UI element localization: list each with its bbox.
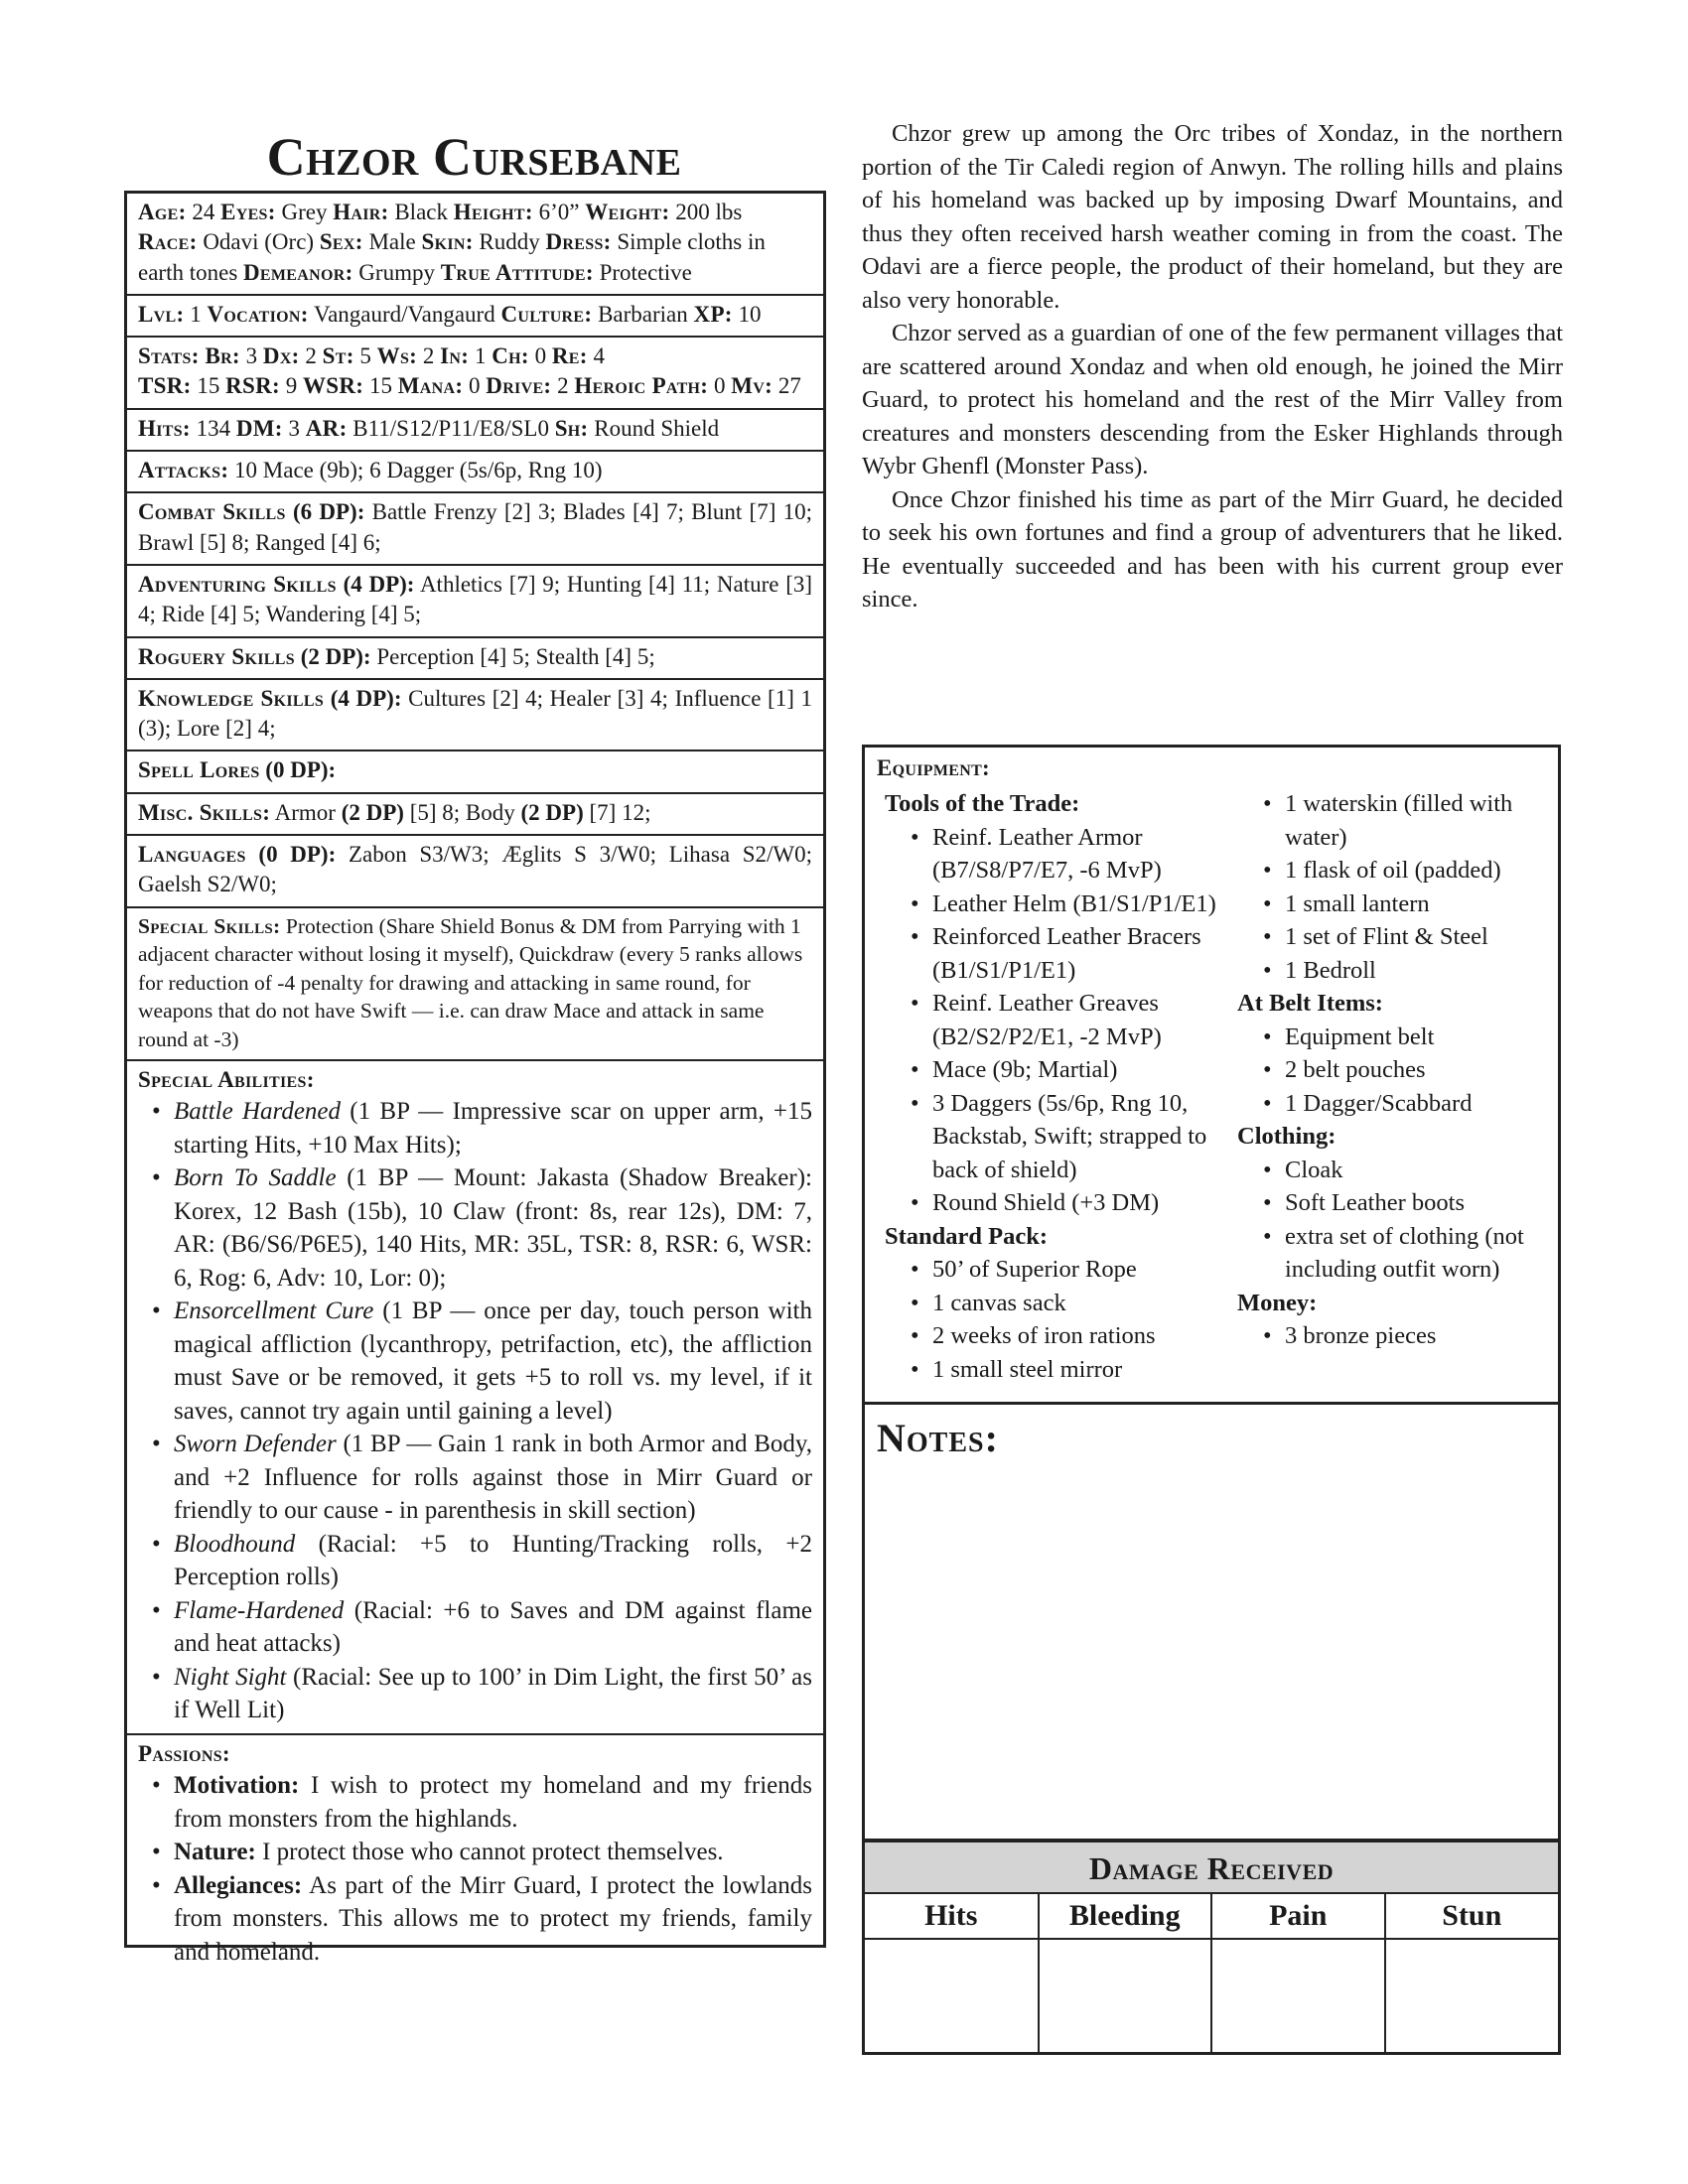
vocation-label: Vocation: [207,301,309,327]
demeanor-value: Grumpy [358,259,435,285]
tsr-value: 15 [197,373,220,399]
damage-hits-cell[interactable] [865,1939,1039,2055]
notes-heading: Notes: [877,1416,999,1460]
race-value: Odavi (Orc) [203,229,315,255]
armor-skill-dp: (2 DP) [341,799,404,825]
xp-label: XP: [693,301,733,327]
damage-column-stun: Stun [1385,1894,1559,1939]
dm-value: 3 [288,415,300,441]
roguery-skills-label: Roguery Skills [138,643,295,669]
equipment-column-right [1237,787,1555,1353]
passions-section [127,1735,823,1975]
ch-label: Ch: [492,343,529,369]
demeanor-label: Demeanor: [243,259,353,285]
passion-item: • Motivation: I wish to protect my homeland and my friends from monsters from the highlands. [138,1769,812,1836]
xp-value: 10 [738,301,762,327]
damage-column-hits: Hits [865,1894,1039,1939]
adventuring-skills-value: Athletics [7] 9; Hunting [4] 11; Nature [3] 4; Ride [4] 5; Wandering [4] 5; [138,571,813,627]
dress-label: Dress: [545,229,612,255]
ability-item: • Flame-Hardened (Racial: +6 to Saves and DM against flame and heat attacks) [138,1594,812,1661]
hair-label: Hair: [333,200,389,224]
combat-skills-value: Battle Frenzy [2] 3; Blades [4] 7; Blunt [7] 10; Brawl [5] 8; Ranged [4] 6; [138,499,812,555]
attacks-value: 10 Mace (9b); 6 Dagger (5s/6p, Rng 10) [234,458,603,483]
equipment-item: • Reinf. Leather Greaves (B2/S2/P2/E1, -2 MvP) [885,987,1227,1053]
skin-label: Skin: [421,229,474,255]
mana-label: Mana: [397,373,464,399]
true-attitude-value: Protective [599,259,692,285]
damage-table [865,1894,1558,2055]
ability-item: • Born To Saddle (1 BP — Mount: Jakasta (Shadow Breaker): Korex, 12 Bash (15b), 10 Claw (front: 8s, rear 12s), DM: 7, AR: (B6/S6/P6E5), 140 Hits, MR: 35L, TSR: 8, RSR: 6, WSR: 6, Rog: 6, Adv: 10, Lor: 0); [138,1161,812,1295]
equipment-item: • 50’ of Superior Rope [885,1253,1227,1287]
damage-received-title: Damage Received [865,1843,1558,1894]
equipment-item: • 3 bronze pieces [1237,1319,1555,1353]
sex-value: Male [368,229,416,255]
knowledge-skills-dp: (4 DP): [330,685,402,711]
ws-label: Ws: [376,343,418,369]
passions-label: Passions: [138,1740,230,1766]
equipment-item: • 1 canvas sack [885,1287,1227,1320]
equipment-heading: Equipment: [877,755,990,780]
rsr-label: RSR: [225,373,280,399]
ability-item: • Night Sight (Racial: See up to 100’ in Dim Light, the first 50’ as if Well Lit) [138,1661,812,1727]
dx-label: Dx: [262,343,300,369]
passion-item: • Nature: I protect those who cannot protect themselves. [138,1836,812,1869]
vocation-value: Vangaurd/Vangaurd [314,301,495,327]
notes-box[interactable] [862,1405,1561,1842]
drive-value: 2 [557,373,569,399]
stats-label: Stats: [138,343,200,369]
basics-section [127,194,823,296]
lvl-label: Lvl: [138,301,185,327]
roguery-skills-dp: (2 DP): [300,643,371,669]
spell-lores-dp: (0 DP): [265,757,337,783]
equipment-item: • 3 Daggers (5s/6p, Rng 10, Backstab, Swift; strapped to back of shield) [885,1087,1227,1187]
culture-label: Culture: [500,301,593,327]
dx-value: 2 [305,343,317,369]
background-paragraph: Once Chzor finished his time as part of the Mirr Guard, he decided to seek his own fortunes and find a group of adventurers that he liked. He eventually succeeded and has been with his current group ever since. [862,485,1563,613]
equipment-item: • Mace (9b; Martial) [885,1053,1227,1087]
equipment-column-left [885,787,1227,1386]
clothing-label: Clothing: [1237,1123,1336,1150]
equipment-item: • 1 small lantern [1237,887,1555,921]
mana-value: 0 [469,373,481,399]
ch-value: 0 [534,343,547,369]
equipment-item: • Round Shield (+3 DM) [885,1186,1227,1220]
br-value: 3 [245,343,258,369]
equipment-item: • Reinforced Leather Bracers (B1/S1/P1/E1) [885,920,1227,987]
ar-label: AR: [305,415,348,441]
combat-skills-label: Combat Skills [138,499,286,525]
background-text [862,117,1563,616]
br-label: Br: [205,343,240,369]
equipment-item: • Cloak [1237,1154,1555,1187]
stat-block [124,191,826,1966]
equipment-item: • 1 waterskin (filled with water) [1237,787,1555,854]
special-abilities-section [127,1061,823,1735]
equipment-item: • Equipment belt [1237,1021,1555,1054]
eyes-label: Eyes: [220,200,276,224]
st-value: 5 [359,343,371,369]
age-label: Age: [138,200,187,224]
equipment-item: • Reinf. Leather Armor (B7/S8/P7/E7, -6 MvP) [885,821,1227,887]
character-name: Chzor Cursebane [266,127,682,187]
re-label: Re: [551,343,588,369]
body-skill-value: [7] 12; [589,799,651,825]
culture-value: Barbarian [598,301,688,327]
languages-dp: (0 DP): [258,842,337,868]
re-value: 4 [593,343,605,369]
height-value: 6’0” [538,200,580,224]
roguery-skills-value: Perception [4] 5; Stealth [4] 5; [376,643,655,669]
sex-label: Sex: [319,229,363,255]
tools-of-trade-label: Tools of the Trade: [885,790,1080,817]
misc-skills-label: Misc. Skills: [138,799,271,825]
damage-stun-cell[interactable] [1385,1939,1559,2055]
dm-label: DM: [235,415,283,441]
equipment-item: • 1 flask of oil (padded) [1237,854,1555,887]
languages-value: Zabon S3/W3; Æglits S 3/W0; Lihasa S2/W0; Gaelsh S2/W0; [138,842,813,897]
standard-pack-label: Standard Pack: [885,1222,1049,1250]
damage-bleeding-cell[interactable] [1039,1939,1212,2055]
background-paragraph: Chzor grew up among the Orc tribes of Xondaz, in the northern portion of the Tir Caledi region of Anwyn. The rolling hills and plains of his homeland was backed up by imposing Dwarf Mountains, and thus they often received harsh weather coming in from the coast. The Odavi are a fierce people, the product of their homeland, but they are also very honorable. [862,120,1563,314]
ability-item: • Ensorcellment Cure (1 BP — once per day, touch person with magical affliction (lycanthropy, petrifaction, etc), the affliction must Save or be removed, it gets +5 to roll vs. my level, if it saves, cannot try again until gaining a level) [138,1295,812,1428]
ability-item: • Bloodhound (Racial: +5 to Hunting/Tracking rolls, +2 Perception rolls) [138,1528,812,1594]
special-skills-value: Protection (Share Shield Bonus & DM from Parrying with 1 adjacent character without losing it myself), Quickdraw (every 5 ranks allows for reduction of -4 penalty for drawing and attacking in same round, for weapons that do not have Swift — i.e. can draw Mace and attack in same round at -3) [138,913,803,1051]
damage-column-pain: Pain [1211,1894,1385,1939]
damage-pain-cell[interactable] [1211,1939,1385,2055]
attacks-section [127,452,823,493]
true-attitude-label: True Attitude: [440,259,594,285]
hits-value: 134 [196,415,231,441]
ability-item: • Battle Hardened (1 BP — Impressive scar on upper arm, +15 starting Hits, +10 Max Hits); [138,1095,812,1161]
lvl-value: 1 [190,301,202,327]
adventuring-skills-dp: (4 DP): [343,571,415,597]
damage-column-bleeding: Bleeding [1039,1894,1212,1939]
money-label: Money: [1237,1289,1318,1316]
ws-value: 2 [422,343,435,369]
in-value: 1 [474,343,487,369]
spell-lores-section [127,751,823,793]
misc-skills-section [127,794,823,836]
heroic-path-label: Heroic Path: [574,373,709,399]
equipment-item: • 1 set of Flint & Steel [1237,920,1555,954]
armor-skill-value: [5] 8; [409,799,461,825]
hits-label: Hits: [138,415,191,441]
belt-items-label: At Belt Items: [1237,990,1383,1017]
equipment-item: • 1 Bedroll [1237,954,1555,988]
knowledge-skills-section [127,680,823,752]
armor-skill-name: Armor [274,799,336,825]
wsr-value: 15 [369,373,392,399]
shield-value: Round Shield [594,415,720,441]
weight-label: Weight: [585,200,670,224]
mv-label: Mv: [731,373,774,399]
equipment-item: • 1 Dagger/Scabbard [1237,1087,1555,1121]
equipment-item: • Soft Leather boots [1237,1186,1555,1220]
special-skills-section [127,908,823,1062]
weight-value: 200 lbs [675,200,743,224]
adventuring-skills-section [127,566,823,638]
tsr-label: TSR: [138,373,192,399]
special-skills-label: Special Skills: [138,913,281,938]
equipment-item: • 2 weeks of iron rations [885,1319,1227,1353]
age-value: 24 [192,200,215,224]
languages-label: Languages [138,842,246,868]
combat-skills-section [127,493,823,566]
in-label: In: [440,343,470,369]
race-label: Race: [138,229,198,255]
languages-section [127,836,823,908]
knowledge-skills-value: Cultures [2] 4; Healer [3] 4; Influence [1] 1 (3); Lore [2] 4; [138,685,813,742]
hair-value: Black [394,200,448,224]
roguery-skills-section [127,638,823,680]
ar-value: B11/S12/P11/E8/SL0 [352,415,549,441]
background-paragraph: Chzor served as a guardian of one of the few permanent villages that are scattered around Xondaz and when old enough, he joined the Mirr Guard, to protect his homeland and the rest of the Mirr Valley from creatures and monsters descending from the Esker Highlands through Wybr Ghenfl (Monster Pass). [862,320,1563,479]
combat-skills-dp: (6 DP): [292,499,365,525]
spell-lores-label: Spell Lores [138,757,260,783]
eyes-value: Grey [281,200,328,224]
knowledge-skills-label: Knowledge Skills [138,685,325,711]
adventuring-skills-label: Adventuring Skills [138,571,337,597]
drive-label: Drive: [486,373,552,399]
stats-section [127,338,823,410]
height-label: Height: [453,200,533,224]
special-abilities-label: Special Abilities: [138,1067,315,1093]
damage-received-box [862,1840,1561,2055]
shield-label: Sh: [554,415,589,441]
st-label: St: [322,343,354,369]
ability-item: • Sworn Defender (1 BP — Gain 1 rank in both Armor and Body, and +2 Influence for rolls against those in Mirr Guard or friendly to our cause - in parenthesis in skill section) [138,1428,812,1528]
equipment-box [862,745,1561,1405]
defense-section [127,410,823,452]
mv-value: 27 [777,373,801,399]
wsr-label: WSR: [302,373,364,399]
equipment-item: • Leather Helm (B1/S1/P1/E1) [885,887,1227,921]
skin-value: Ruddy [479,229,540,255]
dress-value: Simple cloths in earth tones [138,229,766,285]
body-skill-name: Body [465,799,515,825]
level-section [127,296,823,338]
equipment-item: • extra set of clothing (not including outfit worn) [1237,1220,1555,1287]
equipment-item: • 1 small steel mirror [885,1353,1227,1387]
equipment-item: • 2 belt pouches [1237,1053,1555,1087]
passion-item: • Allegiances: As part of the Mirr Guard, I protect the lowlands from monsters. This allows me to protect my friends, family and homeland. [138,1869,812,1970]
attacks-label: Attacks: [138,458,229,483]
rsr-value: 9 [285,373,298,399]
heroic-path-value: 0 [714,373,726,399]
body-skill-dp: (2 DP) [520,799,584,825]
